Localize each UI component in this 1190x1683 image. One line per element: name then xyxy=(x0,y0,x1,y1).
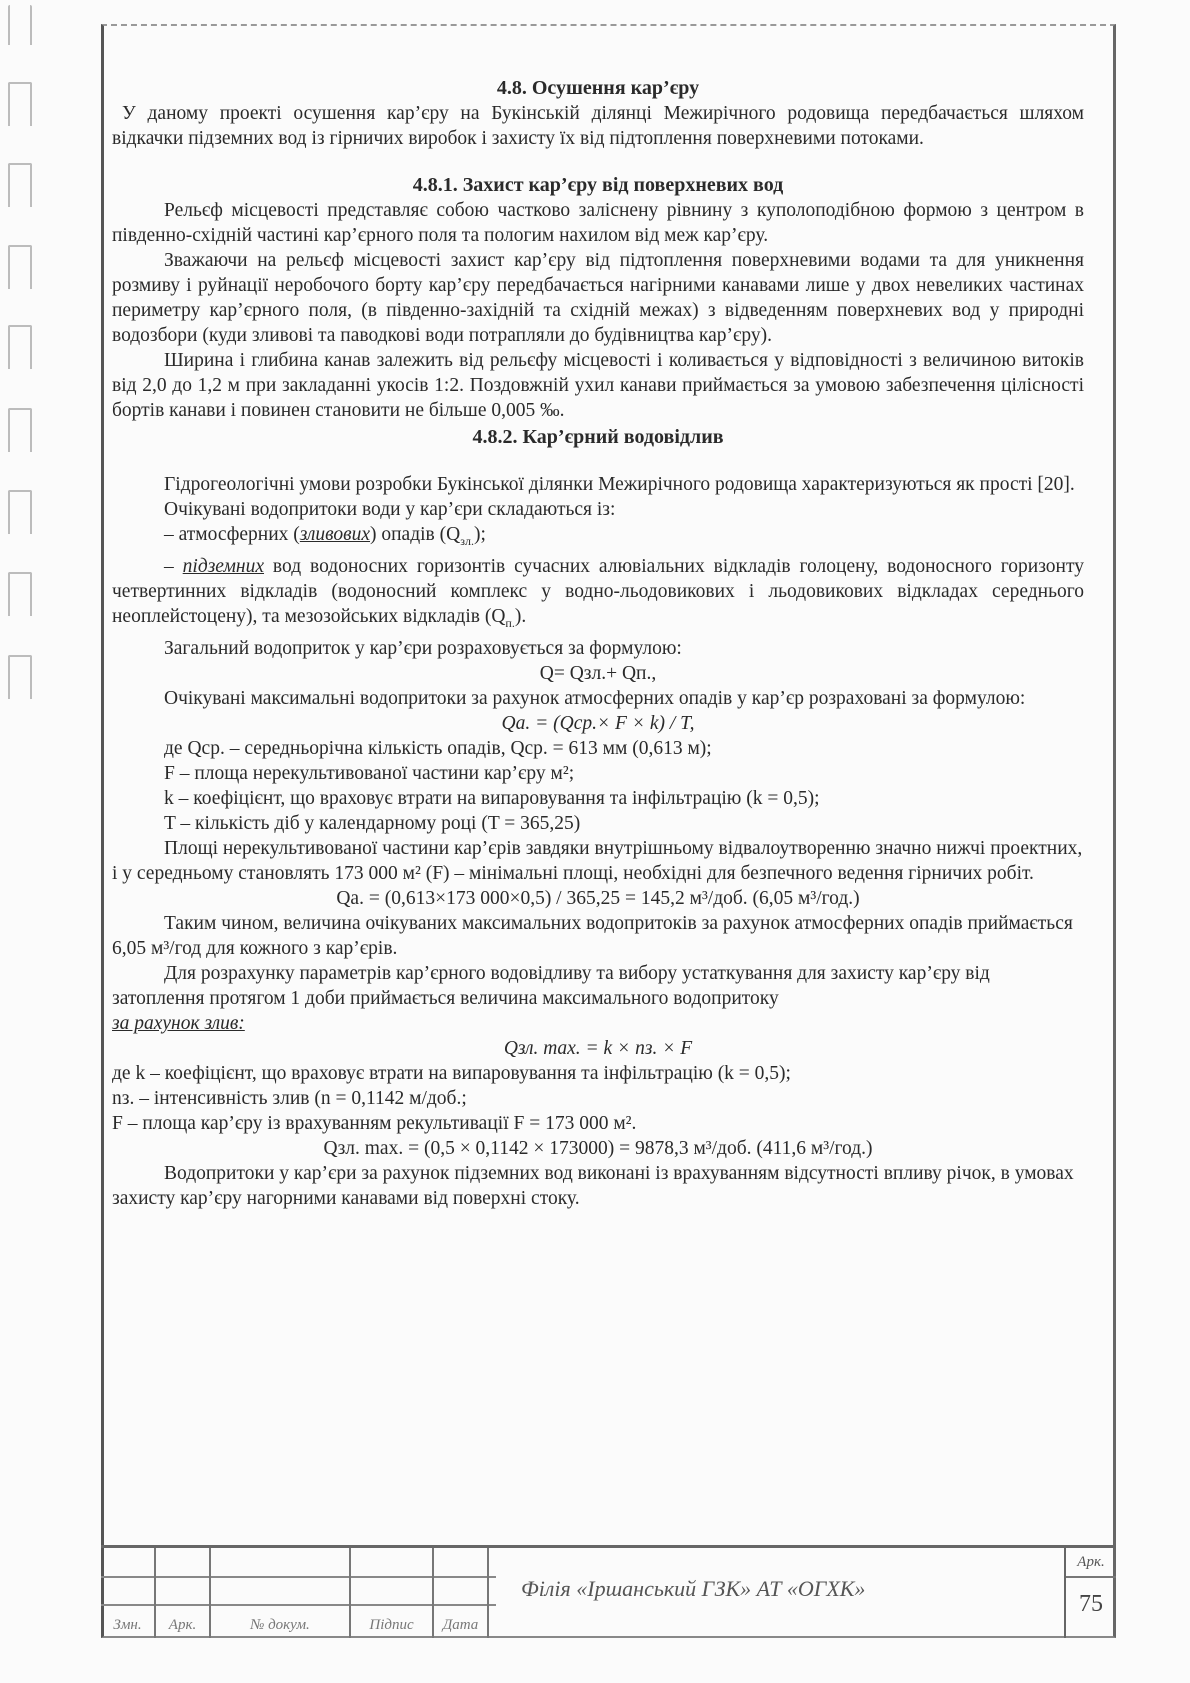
list-item: – підземних вод водоносних горизонтів сучасних алювіальних відкладів голоцену, водоносного горизонту четвертинних відкладів (водоносний комплекс у водно-льодовикових і льодовикових відкладах середнього неоплейстоцену), та мезозойських відкладів $(Q_{п.})$. xyxy=(112,555,1084,630)
document-body xyxy=(112,76,1084,1211)
paragraph: Очікувані водопритоки води у кар’єри складаються із: xyxy=(164,499,616,520)
paragraph: Водопритоки у кар’єри за рахунок підземних вод виконані із врахуванням відсутності впливу річок, в умовах захисту кар’єру нагорними канавами від поверхні стоку. xyxy=(112,1162,1074,1209)
paragraph: Таким чином, величина очікуваних максимальних водопритоків за рахунок атмосферних опадів приймається 6,05 м³/год для кожного з кар’єрів. xyxy=(112,912,1073,959)
binding-mark xyxy=(8,325,32,369)
list-item: – атмосферних (зливових) опадів $(Q_{зл.})$; xyxy=(164,524,486,548)
paragraph: Зважаючи на рельєф місцевості захист кар’єру від підтоплення поверхневими водами та для уникнення розмиву і руйнації неробочого борту кар’єру передбачається нагірними канавами лише у двох невеликих частинах периметру кар’єрного поля, (в південно-західній та східній межах) з відведенням поверхневих вод у природні водозбори (куди зливові та паводкові води потрапляли до будівництва кар’єру). xyxy=(112,250,1084,346)
paragraph: Для розрахунку параметрів кар’єрного водовідливу та вибору устаткування для захисту кар’єру від затоплення протягом 1 доби приймається величина максимального водопритоку за рахунок злив: xyxy=(112,962,990,1034)
formula-total: Q= Qзл.+ Qп., xyxy=(539,662,657,684)
label-doc-number: № докум. xyxy=(250,1617,310,1633)
paragraph: У даному проекті осушення кар’єру на Букінській ділянці Межирічного родовища передбачається шляхом відкачки підземних вод із гірничих виробок і захисту їх від підтоплення поверхневими потоками. xyxy=(112,103,1084,149)
emphasis: за рахунок злив: xyxy=(112,1012,245,1034)
paragraph: Загальний водоприток у кар’єри розраховується за формулою: xyxy=(164,637,682,659)
subsection-title: 4.8.2. Кар’єрний водовідлив xyxy=(472,426,724,448)
paragraph: Рельєф місцевості представляє собою частково заліснену рівнину з куполоподібною формою з центром в південно-східній частині кар’єрного поля та пологим нахилом від меж кар’єру. xyxy=(112,200,1084,246)
section-title: 4.8. Осушення кар’єру xyxy=(496,77,700,99)
binding-mark xyxy=(8,490,32,534)
binding-mark xyxy=(8,163,32,207)
paragraph: Очікувані максимальні водопритоки за рахунок атмосферних опадів у кар’єр розраховані за формулою: xyxy=(164,687,1026,709)
emphasis: підземних xyxy=(182,555,265,577)
binding-mark xyxy=(8,655,32,699)
organization-name: Філія «Іршанський ГЗК» АТ «ОГХК» xyxy=(521,1576,866,1601)
label-sheet: Арк. xyxy=(168,1617,197,1633)
binding-mark xyxy=(8,5,32,45)
label-signature: Підпис xyxy=(369,1617,414,1633)
definition: F – площа кар’єру із врахуванням рекультивації F = 173 000 м². xyxy=(112,1112,637,1134)
definition: де Qср. – середньорічна кількість опадів, Qср. = 613 мм (0,613 м); xyxy=(164,737,712,759)
definition: F – площа нерекультивованої частини кар’єру м²; xyxy=(164,762,575,784)
binding-mark xyxy=(8,572,32,616)
subsection-title: 4.8.1. Захист кар’єру від поверхневих вод xyxy=(412,174,784,196)
definition: nз. – інтенсивність злив (n = 0,1142 м/доб.; xyxy=(112,1087,467,1109)
formula-qzl: Qзл. max. = k × nз. × F xyxy=(503,1037,693,1059)
paragraph: Площі нерекультивованої частини кар’єрів завдяки внутрішньому відвалоутворенню значно нижчі проектних, і у середньому становлять 173 000 м² (F) – мінімальні площі, необхідні для безпечного ведення гірничих робіт. xyxy=(112,837,1083,884)
binding-mark xyxy=(8,245,32,289)
emphasis: зливових xyxy=(299,524,370,545)
sheet-number: 75 xyxy=(1079,1591,1103,1617)
title-block-grid xyxy=(101,1548,496,1638)
binding-mark xyxy=(8,408,32,452)
definition: де k – коефіцієнт, що враховує втрати на випаровування та інфільтрацію (k = 0,5); xyxy=(112,1062,791,1084)
paragraph: Гідрогеологічні умови розробки Букінської ділянки Межирічного родовища характеризуються як прості [20]. xyxy=(164,474,1075,495)
formula-qa: Qa. = (Qср.× F × k) / T, xyxy=(501,712,695,734)
calc-qa: Qa. = (0,613×173 000×0,5) / 365,25 = 145,2 м³/доб. (6,05 м³/год.) xyxy=(336,887,860,909)
label-changes: Змн. xyxy=(113,1617,142,1633)
sheet-box xyxy=(1064,1548,1116,1638)
binding-mark xyxy=(8,82,32,126)
definition: k – коефіцієнт, що враховує втрати на випаровування та інфільтрацію (k = 0,5); xyxy=(164,787,820,809)
title-block xyxy=(101,1545,1116,1638)
label-date: Дата xyxy=(442,1617,479,1633)
sheet-label: Арк. xyxy=(1066,1548,1116,1578)
definition: T – кількість діб у календарному році (T = 365,25) xyxy=(164,812,581,834)
paragraph: Ширина і глибина канав залежить від рельєфу місцевості і коливається у відповідності з величиною витоків від 2,0 до 1,2 м при закладанні укосів 1:2. Поздовжній ухил канави приймається за умовою забезпечення цілісності бортів канави і повинен становити не більше 0,005 ‰. xyxy=(112,350,1084,421)
calc-qzl: Qзл. max. = (0,5 × 0,1142 × 173000) = 9878,3 м³/доб. (411,6 м³/год.) xyxy=(323,1137,873,1159)
